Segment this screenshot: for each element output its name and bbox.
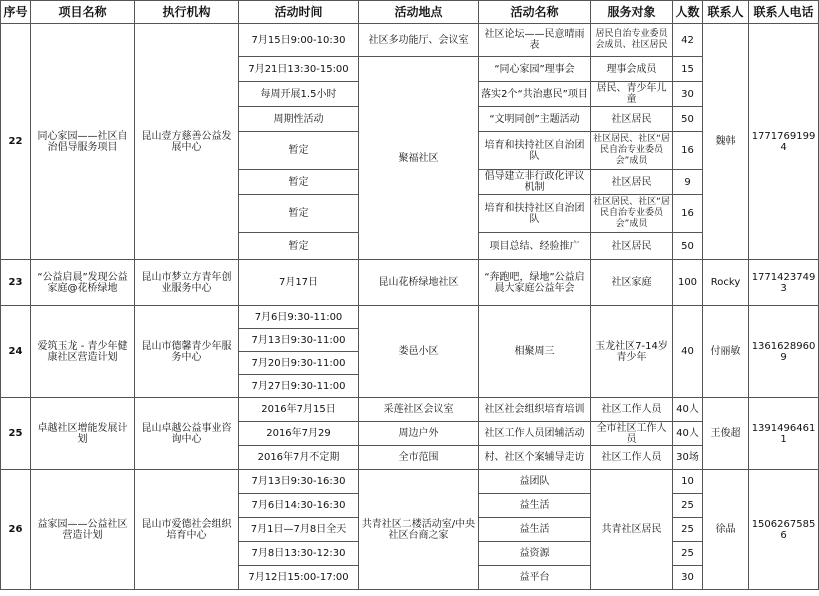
- target-cell: 社区家庭: [591, 260, 673, 306]
- count-cell: 25: [673, 518, 703, 542]
- count-cell: 25: [673, 542, 703, 566]
- target-cell: 居民、青少年儿童: [591, 82, 673, 107]
- phone-cell: 17714237493: [749, 260, 819, 306]
- activity-cell: 相聚周三: [479, 306, 591, 398]
- place-cell: 全市范围: [359, 446, 479, 470]
- time-cell: 7月15日9:00-10:30: [239, 24, 359, 57]
- count-cell: 30: [673, 82, 703, 107]
- time-cell: 7月27日9:30-11:00: [239, 375, 359, 398]
- activity-cell: 培育和扶持社区自治团队: [479, 132, 591, 170]
- count-cell: 100: [673, 260, 703, 306]
- count-cell: 40: [673, 306, 703, 398]
- header-cell: 项目名称: [31, 1, 135, 24]
- activity-cell: 益团队: [479, 470, 591, 494]
- count-cell: 42: [673, 24, 703, 57]
- project-name-cell: 卓越社区增能发展计划: [31, 398, 135, 470]
- target-cell: 社区工作人员: [591, 446, 673, 470]
- time-cell: 7月13日9:30-16:30: [239, 470, 359, 494]
- target-cell: 社区居民: [591, 233, 673, 260]
- activity-cell: 落实2个“共治惠民”项目: [479, 82, 591, 107]
- time-cell: 2016年7月29: [239, 422, 359, 446]
- phone-cell: 13914964611: [749, 398, 819, 470]
- time-cell: 2016年7月不定期: [239, 446, 359, 470]
- count-cell: 10: [673, 470, 703, 494]
- target-cell: 全市社区工作人员: [591, 422, 673, 446]
- time-cell: 7月6日14:30-16:30: [239, 494, 359, 518]
- phone-cell: 15062675856: [749, 470, 819, 590]
- time-cell: 7月6日9:30-11:00: [239, 306, 359, 329]
- count-cell: 25: [673, 494, 703, 518]
- time-cell: 暂定: [239, 233, 359, 260]
- org-cell: 昆山市梦立方青年创业服务中心: [135, 260, 239, 306]
- activity-cell: 培育和扶持社区自治团队: [479, 195, 591, 233]
- activity-cell: 益平台: [479, 566, 591, 590]
- target-cell: 玉龙社区7-14岁青少年: [591, 306, 673, 398]
- count-cell: 16: [673, 195, 703, 233]
- header-cell: 服务对象: [591, 1, 673, 24]
- target-cell: 社区工作人员: [591, 398, 673, 422]
- count-cell: 50: [673, 233, 703, 260]
- place-cell: 娄邑小区: [359, 306, 479, 398]
- place-cell: 昆山花桥绿地社区: [359, 260, 479, 306]
- target-cell: 社区居民、社区“居民自治专业委员会”成员: [591, 132, 673, 170]
- count-cell: 30场: [673, 446, 703, 470]
- header-cell: 活动地点: [359, 1, 479, 24]
- header-cell: 活动名称: [479, 1, 591, 24]
- activity-cell: 村、社区个案辅导走访: [479, 446, 591, 470]
- time-cell: 7月1日—7月8日全天: [239, 518, 359, 542]
- phone-cell: 13616289609: [749, 306, 819, 398]
- activity-cell: 社区社会组织培育培训: [479, 398, 591, 422]
- seq-cell: 26: [1, 470, 31, 590]
- time-cell: 7月8日13:30-12:30: [239, 542, 359, 566]
- place-cell: 社区多功能厅、会议室: [359, 24, 479, 57]
- org-cell: 昆山市德馨青少年服务中心: [135, 306, 239, 398]
- time-cell: 暂定: [239, 170, 359, 195]
- table-row: [1, 398, 819, 422]
- table-row: [1, 306, 819, 329]
- project-name-cell: 益家园——公益社区营造计划: [31, 470, 135, 590]
- count-cell: 9: [673, 170, 703, 195]
- activity-cell: 益生活: [479, 494, 591, 518]
- org-cell: 昆山卓越公益事业咨询中心: [135, 398, 239, 470]
- activity-cell: “同心家园”理事会: [479, 57, 591, 82]
- contact-cell: 魏韩: [703, 24, 749, 260]
- target-cell: 社区居民: [591, 170, 673, 195]
- contact-cell: 付丽敏: [703, 306, 749, 398]
- activity-cell: “文明同创”主题活动: [479, 107, 591, 132]
- org-cell: 昆山市爱德社会组织培育中心: [135, 470, 239, 590]
- contact-cell: 徐晶: [703, 470, 749, 590]
- activity-cell: 社区工作人员团辅活动: [479, 422, 591, 446]
- contact-cell: 王俊超: [703, 398, 749, 470]
- project-name-cell: 爱筑玉龙 - 青少年健康社区营造计划: [31, 306, 135, 398]
- header-cell: 联系人电话: [749, 1, 819, 24]
- seq-cell: 25: [1, 398, 31, 470]
- header-cell: 序号: [1, 1, 31, 24]
- target-cell: 理事会成员: [591, 57, 673, 82]
- time-cell: 7月20日9:30-11:00: [239, 352, 359, 375]
- target-cell: 社区居民、社区“居民自治专业委员会”成员: [591, 195, 673, 233]
- seq-cell: 22: [1, 24, 31, 260]
- count-cell: 40人: [673, 422, 703, 446]
- header-cell: 活动时间: [239, 1, 359, 24]
- project-name-cell: 同心家园——社区自治倡导服务项目: [31, 24, 135, 260]
- place-cell: 聚福社区: [359, 57, 479, 260]
- time-cell: 周期性活动: [239, 107, 359, 132]
- header-row: [1, 1, 819, 24]
- time-cell: 每周开展1.5小时: [239, 82, 359, 107]
- header-cell: 联系人: [703, 1, 749, 24]
- count-cell: 50: [673, 107, 703, 132]
- seq-cell: 24: [1, 306, 31, 398]
- time-cell: 2016年7月15日: [239, 398, 359, 422]
- target-cell: 社区居民: [591, 107, 673, 132]
- time-cell: 暂定: [239, 195, 359, 233]
- header-cell: 人数: [673, 1, 703, 24]
- target-cell: 居民自治专业委员会成员、社区居民: [591, 24, 673, 57]
- contact-cell: Rocky: [703, 260, 749, 306]
- activity-cell: 益生活: [479, 518, 591, 542]
- activity-cell: 项目总结、经验推广: [479, 233, 591, 260]
- time-cell: 暂定: [239, 132, 359, 170]
- activity-cell: “奔跑吧，绿地”公益启晨大家庭公益年会: [479, 260, 591, 306]
- place-cell: 采莲社区会议室: [359, 398, 479, 422]
- time-cell: 7月13日9:30-11:00: [239, 329, 359, 352]
- seq-cell: 23: [1, 260, 31, 306]
- count-cell: 15: [673, 57, 703, 82]
- table-row: [1, 24, 819, 57]
- time-cell: 7月12日15:00-17:00: [239, 566, 359, 590]
- header-cell: 执行机构: [135, 1, 239, 24]
- activity-cell: 社区论坛——民意晴雨表: [479, 24, 591, 57]
- count-cell: 40人: [673, 398, 703, 422]
- count-cell: 16: [673, 132, 703, 170]
- table-row: [1, 470, 819, 494]
- time-cell: 7月17日: [239, 260, 359, 306]
- count-cell: 30: [673, 566, 703, 590]
- project-name-cell: “公益启晨”发现公益家庭@花桥绿地: [31, 260, 135, 306]
- activity-cell: 益资源: [479, 542, 591, 566]
- time-cell: 7月21日13:30-15:00: [239, 57, 359, 82]
- org-cell: 昆山壹方慈善公益发展中心: [135, 24, 239, 260]
- place-cell: 共青社区二楼活动室/中央社区台商之家: [359, 470, 479, 590]
- target-cell: 共青社区居民: [591, 470, 673, 590]
- place-cell: 周边户外: [359, 422, 479, 446]
- phone-cell: 17717691994: [749, 24, 819, 260]
- activity-cell: 倡导建立非行政化评议机制: [479, 170, 591, 195]
- table-row: [1, 260, 819, 306]
